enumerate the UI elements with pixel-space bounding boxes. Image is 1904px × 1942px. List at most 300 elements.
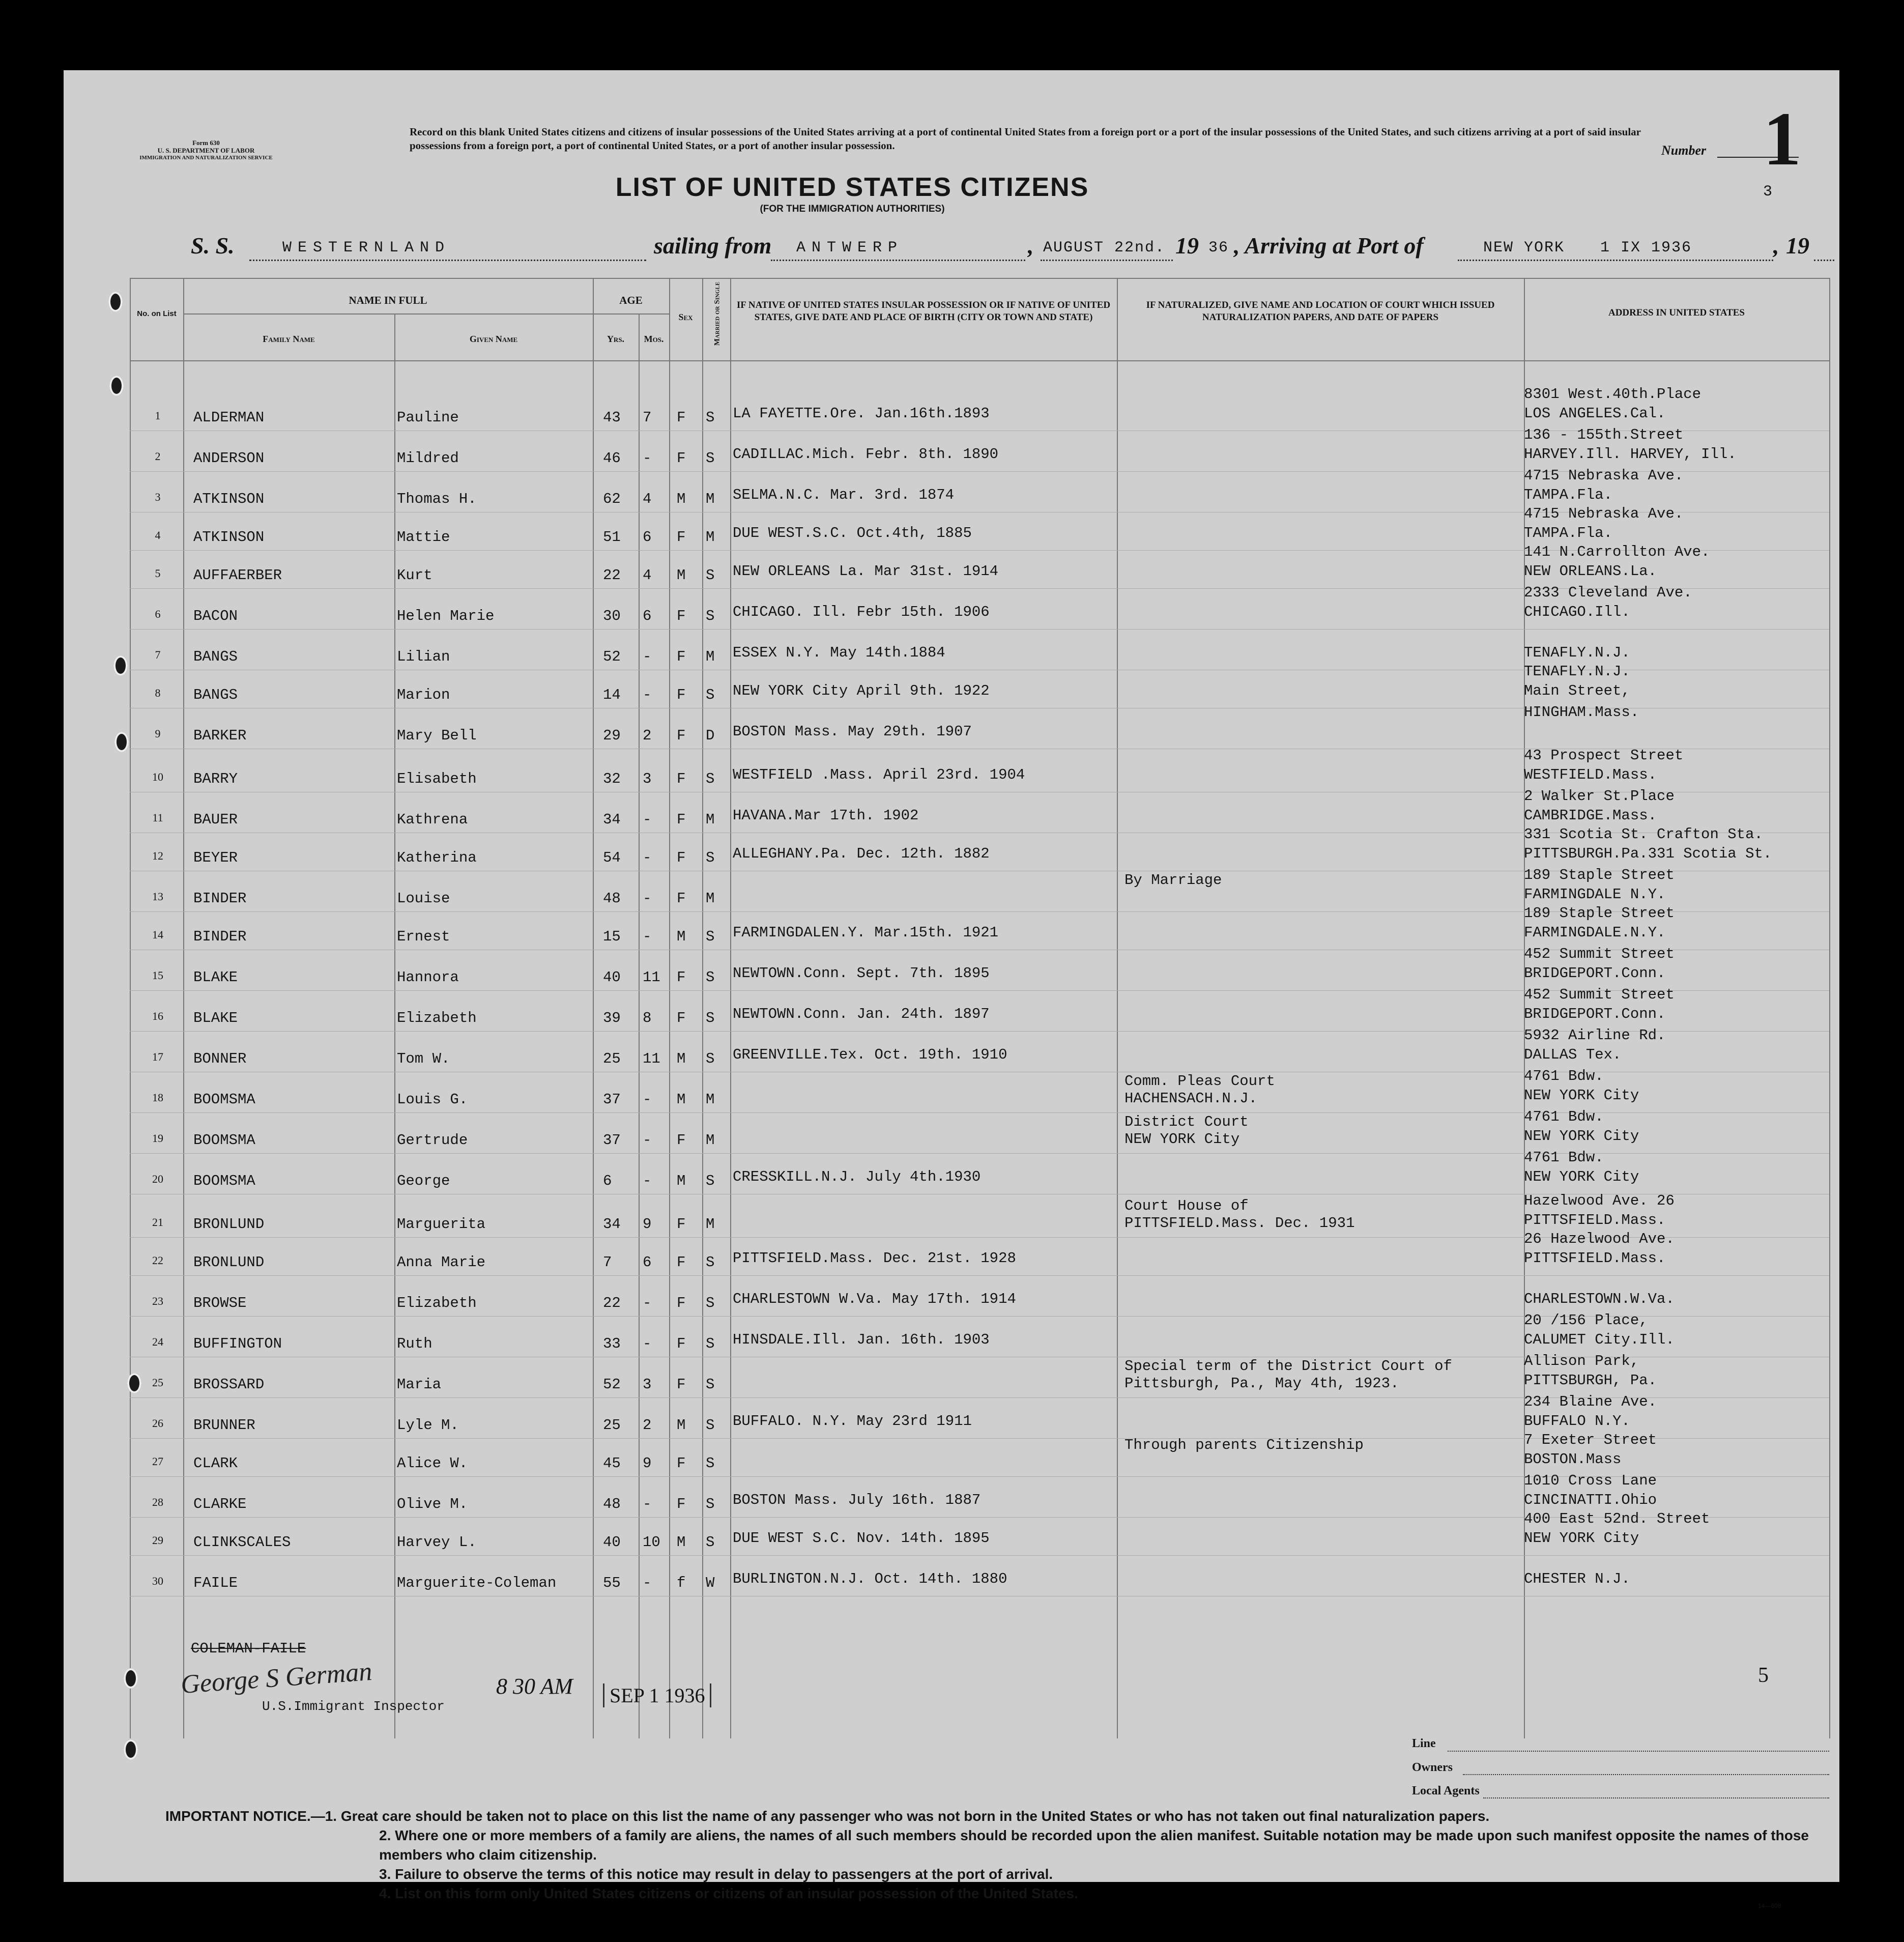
punch-hole — [114, 732, 129, 752]
row-sex: F — [677, 1376, 686, 1393]
row-given: Lilian — [397, 648, 450, 665]
struck-name: COLEMAN-FAILE — [191, 1640, 306, 1657]
row-mos: 4 — [643, 491, 652, 507]
departure-date: AUGUST 22nd. — [1043, 239, 1166, 256]
row-no: 27 — [152, 1455, 163, 1468]
row-addr2: PITTSFIELD.Mass. — [1524, 1212, 1666, 1229]
page-title: LIST OF UNITED STATES CITIZENS — [615, 173, 1089, 202]
row-addr2: TAMPA.Fla. — [1524, 525, 1613, 541]
notice-1: Great care should be taken not to place on this list the name of any passenger who was not born in the United States or who has not taken out final naturalization papers. — [340, 1808, 1490, 1824]
punch-hole — [108, 292, 123, 312]
row-addr1: 1010 Cross Lane — [1524, 1472, 1657, 1489]
row-sex: F — [677, 1335, 686, 1352]
arrival-port: NEW YORK — [1483, 239, 1565, 256]
col-naturalized: IF NATURALIZED, GIVE NAME AND LOCATION OF COURT WHICH ISSUED NATURALIZATION PAPERS, AND DATE OF PAPERS — [1146, 300, 1495, 323]
arriving-label: , Arriving at Port of — [1234, 233, 1424, 259]
row-yrs: 34 — [603, 1216, 621, 1233]
row-family: CLINKSCALES — [193, 1534, 291, 1551]
row-birth: WESTFIELD .Mass. April 23rd. 1904 — [733, 766, 1025, 783]
col-no: No. on List — [137, 309, 177, 318]
row-given: Kurt — [397, 567, 432, 584]
row-no: 29 — [152, 1534, 163, 1547]
row-given: Marguerite-Coleman — [397, 1575, 557, 1591]
row-addr2: NEW YORK City — [1524, 1128, 1639, 1145]
row-no: 21 — [152, 1216, 163, 1229]
row-sex: F — [677, 969, 686, 986]
year-label: 19 — [1175, 233, 1199, 259]
row-mos: 10 — [643, 1534, 660, 1551]
row-addr2: CHESTER N.J. — [1524, 1570, 1630, 1587]
col-age: AGE — [619, 294, 643, 306]
row-mos: 6 — [643, 529, 652, 546]
row-no: 2 — [155, 450, 161, 463]
row-ms: M — [706, 811, 715, 828]
row-addr1: Allison Park, — [1524, 1353, 1639, 1369]
row-addr1: 452 Summit Street — [1524, 986, 1675, 1003]
row-given: Ernest — [397, 928, 450, 945]
row-ms: S — [706, 1295, 715, 1311]
row-birth: CHARLESTOWN W.Va. May 17th. 1914 — [733, 1291, 1016, 1307]
row-mos: 6 — [643, 608, 652, 624]
row-rule — [130, 1555, 1829, 1556]
row-mos: 6 — [643, 1254, 652, 1271]
row-sex: F — [677, 1216, 686, 1233]
col-native: IF NATIVE OF UNITED STATES INSULAR POSSESSION OR IF NATIVE OF UNITED STATES, GIVE DATE AND PLACE OF BIRTH (CITY OR TOWN AND STATE) — [736, 300, 1111, 323]
row-birth: DUE WEST S.C. Nov. 14th. 1895 — [733, 1530, 990, 1547]
row-no: 26 — [152, 1417, 163, 1430]
row-no: 9 — [155, 727, 161, 740]
row-addr1: 189 Staple Street — [1524, 867, 1675, 883]
row-sex: F — [677, 1496, 686, 1512]
row-family: BARRY — [193, 770, 238, 787]
row-family: BROWSE — [193, 1295, 247, 1311]
row-birth: FARMINGDALEN.Y. Mar.15th. 1921 — [733, 924, 999, 941]
row-no: 14 — [152, 928, 163, 941]
row-ms: S — [706, 409, 715, 426]
page-mark: 3 — [1763, 183, 1773, 201]
row-addr2: HARVEY.Ill. HARVEY, Ill. — [1524, 446, 1737, 463]
row-mos: - — [643, 687, 652, 703]
count-mark: 5 — [1758, 1664, 1769, 1687]
row-nat: Special term of the District Court of — [1124, 1358, 1452, 1375]
row-nat2: Pittsburgh, Pa., May 4th, 1923. — [1124, 1375, 1399, 1392]
row-given: Lyle M. — [397, 1417, 459, 1434]
row-family: BARKER — [193, 727, 247, 744]
row-ms: S — [706, 1376, 715, 1393]
row-birth: HAVANA.Mar 17th. 1902 — [733, 807, 919, 824]
row-addr2: NEW ORLEANS.La. — [1524, 563, 1657, 580]
row-sex: F — [677, 890, 686, 907]
row-yrs: 30 — [603, 608, 621, 624]
time-note: 8 30 AM — [496, 1674, 573, 1699]
row-given: Thomas H. — [397, 491, 477, 507]
row-sex: F — [677, 409, 686, 426]
row-sex: F — [677, 648, 686, 665]
row-yrs: 48 — [603, 1496, 621, 1512]
row-addr1: 2333 Cleveland Ave. — [1524, 584, 1692, 601]
row-mos: 2 — [643, 727, 652, 744]
row-given: Elizabeth — [397, 1010, 477, 1026]
row-no: 4 — [155, 529, 161, 541]
row-ms: D — [706, 727, 715, 744]
row-given: Marguerita — [397, 1216, 486, 1233]
col-married: Married or Single — [713, 281, 722, 346]
row-birth: GREENVILLE.Tex. Oct. 19th. 1910 — [733, 1046, 1007, 1063]
row-addr2: WESTFIELD.Mass. — [1524, 766, 1657, 783]
row-addr1: 26 Hazelwood Ave. — [1524, 1231, 1675, 1247]
row-no: 13 — [152, 890, 163, 903]
row-addr1: 4715 Nebraska Ave. — [1524, 467, 1684, 484]
row-mos: 4 — [643, 567, 652, 584]
row-nat: By Marriage — [1124, 872, 1222, 889]
row-no: 20 — [152, 1173, 163, 1185]
row-mos: - — [643, 1091, 652, 1108]
row-nat2: HACHENSACH.N.J. — [1124, 1090, 1258, 1107]
row-family: BEYER — [193, 849, 238, 866]
row-ms: M — [706, 1091, 715, 1108]
row-mos: 3 — [643, 1376, 652, 1393]
row-birth: SELMA.N.C. Mar. 3rd. 1874 — [733, 487, 955, 503]
intro-text: Record on this blank United States citizens and citizens of insular possessions of the United States arriving at a port of continental United States from a foreign port or a port of the insular possessions of the United States, and such citizens arriving at a port of said insular possessions from a foreign port, a port of continental United States, or a port of another insular possession. — [410, 126, 1641, 152]
row-birth: ALLEGHANY.Pa. Dec. 12th. 1882 — [733, 845, 990, 862]
row-addr2: CHICAGO.Ill. — [1524, 604, 1630, 620]
row-no: 24 — [152, 1335, 163, 1348]
row-yrs: 37 — [603, 1091, 621, 1108]
row-addr1: 20 /156 Place, — [1524, 1312, 1648, 1329]
row-mos: - — [643, 450, 652, 467]
row-addr2: CAMBRIDGE.Mass. — [1524, 807, 1657, 824]
row-given: Maria — [397, 1376, 442, 1393]
row-ms: S — [706, 1050, 715, 1067]
row-family: BOOMSMA — [193, 1091, 255, 1108]
row-addr1: 400 East 52nd. Street — [1524, 1510, 1710, 1527]
row-addr2: PITTSBURGH, Pa. — [1524, 1372, 1657, 1389]
row-sex: F — [677, 1132, 686, 1149]
row-birth: NEW YORK City April 9th. 1922 — [733, 682, 990, 699]
row-sex: F — [677, 849, 686, 866]
line-label: Line — [1412, 1737, 1436, 1750]
ship-name: WESTERNLAND — [282, 239, 451, 256]
row-given: Olive M. — [397, 1496, 468, 1512]
row-family: BUFFINGTON — [193, 1335, 282, 1352]
row-yrs: 25 — [603, 1050, 621, 1067]
row-no: 1 — [155, 409, 161, 422]
row-addr1: HINGHAM.Mass. — [1524, 704, 1639, 721]
row-no: 6 — [155, 608, 161, 620]
row-no: 12 — [152, 849, 163, 862]
col-given-name: Given Name — [469, 334, 518, 344]
row-no: 16 — [152, 1010, 163, 1022]
row-ms: M — [706, 1132, 715, 1149]
row-mos: - — [643, 1496, 652, 1512]
row-addr2: FARMINGDALE.N.Y. — [1524, 924, 1666, 941]
col-sex: Sex — [678, 312, 693, 322]
important-notice — [165, 1807, 1844, 1826]
row-yrs: 29 — [603, 727, 621, 744]
row-given: Alice W. — [397, 1455, 468, 1472]
row-given: Elisabeth — [397, 770, 477, 787]
row-addr1: 189 Staple Street — [1524, 905, 1675, 922]
punch-hole — [124, 1668, 138, 1689]
row-family: BLAKE — [193, 969, 238, 986]
row-addr2: NEW YORK City — [1524, 1168, 1639, 1185]
row-addr1: 331 Scotia St. Crafton Sta. — [1524, 826, 1763, 843]
row-ms: M — [706, 648, 715, 665]
row-ms: W — [706, 1575, 715, 1591]
row-birth: LA FAYETTE.Ore. Jan.16th.1893 — [733, 405, 990, 422]
row-addr2: DALLAS Tex. — [1524, 1046, 1622, 1063]
row-nat: Court House of — [1124, 1197, 1249, 1214]
row-no: 17 — [152, 1050, 163, 1063]
row-addr1: 7 Exeter Street — [1524, 1432, 1657, 1448]
row-addr2: CHARLESTOWN.W.Va. — [1524, 1291, 1675, 1307]
row-ms: S — [706, 1010, 715, 1026]
row-ms: S — [706, 567, 715, 584]
row-given: Katherina — [397, 849, 477, 866]
row-nat: District Court — [1124, 1113, 1249, 1130]
row-addr2: BRIDGEPORT.Conn. — [1524, 965, 1666, 982]
row-ms: S — [706, 1455, 715, 1472]
row-sex: F — [677, 687, 686, 703]
notice-2: 2. Where one or more members of a family are aliens, the names of all such members should be recorded upon the alien manifest. Suitable notation may be made upon such manifest opposite the names of those members who claim citizenship. — [379, 1827, 1809, 1863]
row-birth: NEWTOWN.Conn. Jan. 24th. 1897 — [733, 1006, 990, 1022]
row-given: George — [397, 1173, 450, 1189]
row-addr2: NEW YORK City — [1524, 1087, 1639, 1104]
row-mos: - — [643, 648, 652, 665]
row-addr1: 43 Prospect Street — [1524, 747, 1684, 764]
year2-label: 19 — [1786, 233, 1809, 259]
row-family: ANDERSON — [193, 450, 265, 467]
row-no: 28 — [152, 1496, 163, 1508]
row-ms: S — [706, 450, 715, 467]
row-family: BOOMSMA — [193, 1132, 255, 1149]
row-birth: CRESSKILL.N.J. July 4th.1930 — [733, 1168, 981, 1185]
row-sex: f — [677, 1575, 686, 1591]
row-given: Pauline — [397, 409, 459, 426]
inspector-label: U.S.Immigrant Inspector — [262, 1699, 445, 1714]
row-ms: S — [706, 687, 715, 703]
row-yrs: 33 — [603, 1335, 621, 1352]
row-ms: S — [706, 969, 715, 986]
row-ms: M — [706, 529, 715, 546]
row-yrs: 37 — [603, 1132, 621, 1149]
row-birth: BOSTON Mass. July 16th. 1887 — [733, 1492, 981, 1508]
row-family: BOOMSMA — [193, 1173, 255, 1189]
ss-label: S. S. — [191, 233, 235, 259]
row-ms: S — [706, 928, 715, 945]
row-birth: NEWTOWN.Conn. Sept. 7th. 1895 — [733, 965, 990, 982]
row-given: Helen Marie — [397, 608, 495, 624]
row-yrs: 22 — [603, 1295, 621, 1311]
row-addr1: 2 Walker St.Place — [1524, 788, 1675, 805]
row-birth: CHICAGO. Ill. Febr 15th. 1906 — [733, 604, 990, 620]
owners-label: Owners — [1412, 1761, 1453, 1774]
col-name-in-full: NAME IN FULL — [349, 294, 427, 306]
row-ms: S — [706, 1254, 715, 1271]
row-no: 10 — [152, 770, 163, 783]
row-given: Marion — [397, 687, 450, 703]
row-birth: BOSTON Mass. May 29th. 1907 — [733, 723, 972, 740]
row-yrs: 54 — [603, 849, 621, 866]
row-given: Louise — [397, 890, 450, 907]
row-addr1: 4761 Bdw. — [1524, 1149, 1604, 1166]
date-stamp: SEP 1 1936 — [603, 1683, 711, 1707]
row-addr1: Hazelwood Ave. 26 — [1524, 1192, 1675, 1209]
row-rule — [130, 1275, 1829, 1276]
row-family: BINDER — [193, 890, 247, 907]
row-sex: M — [677, 1173, 686, 1189]
row-ms: M — [706, 491, 715, 507]
row-sex: M — [677, 1091, 686, 1108]
row-given: Elizabeth — [397, 1295, 477, 1311]
inspector-signature: George S German — [180, 1657, 373, 1700]
punch-hole — [124, 1739, 138, 1760]
row-yrs: 25 — [603, 1417, 621, 1434]
row-family: BRUNNER — [193, 1417, 255, 1434]
row-yrs: 46 — [603, 450, 621, 467]
row-ms: S — [706, 1335, 715, 1352]
col-family-name: Family Name — [263, 334, 315, 344]
row-addr2: BUFFALO N.Y. — [1524, 1413, 1630, 1430]
row-no: 11 — [152, 811, 163, 824]
row-given: Tom W. — [397, 1050, 450, 1067]
row-sex: M — [677, 1050, 686, 1067]
punch-hole — [113, 655, 128, 676]
row-yrs: 51 — [603, 529, 621, 546]
punch-hole — [109, 376, 124, 396]
row-yrs: 22 — [603, 567, 621, 584]
row-addr1: 4761 Bdw. — [1524, 1108, 1604, 1125]
row-nat: Through parents Citizenship — [1124, 1437, 1364, 1453]
row-no: 8 — [155, 687, 161, 699]
row-given: Ruth — [397, 1335, 432, 1352]
arrival-date: 1 IX 1936 — [1600, 239, 1692, 256]
row-birth: BURLINGTON.N.J. Oct. 14th. 1880 — [733, 1570, 1007, 1587]
row-family: BACON — [193, 608, 238, 624]
department: U. S. DEPARTMENT OF LABOR — [157, 147, 255, 154]
row-mos: 2 — [643, 1417, 652, 1434]
row-nat: Comm. Pleas Court — [1124, 1073, 1275, 1090]
row-family: BANGS — [193, 648, 238, 665]
row-sex: M — [677, 491, 686, 507]
form-number: Form 630 — [192, 139, 220, 147]
row-mos: - — [643, 1295, 652, 1311]
row-yrs: 7 — [603, 1254, 612, 1271]
row-addr2: PITTSFIELD.Mass. — [1524, 1250, 1666, 1267]
row-addr2: TENAFLY.N.J. — [1524, 644, 1630, 661]
row-addr2: CALUMET City.Ill. — [1524, 1331, 1675, 1348]
agents-label: Local Agents — [1412, 1784, 1480, 1797]
row-ms: M — [706, 1216, 715, 1233]
row-mos: - — [643, 849, 652, 866]
row-rule — [130, 629, 1829, 630]
row-yrs: 48 — [603, 890, 621, 907]
row-family: ALDERMAN — [193, 409, 265, 426]
row-yrs: 15 — [603, 928, 621, 945]
row-addr2: BRIDGEPORT.Conn. — [1524, 1006, 1666, 1022]
row-sex: F — [677, 608, 686, 624]
row-sex: M — [677, 1534, 686, 1551]
row-no: 22 — [152, 1254, 163, 1267]
row-mos: 11 — [643, 1050, 660, 1067]
row-mos: 9 — [643, 1455, 652, 1472]
row-sex: F — [677, 529, 686, 546]
row-given: Kathrena — [397, 811, 468, 828]
row-sex: F — [677, 1455, 686, 1472]
manifest-sheet: Form 630 U. S. DEPARTMENT OF LABOR IMMIGRATION AND NATURALIZATION SERVICE Record on this blank United States citizens and citizens of insular possessions of the United States arriving at a port of continental United States from a foreign port or a port of the insular possessions of the United States, and such citizens arriving at a port of said insular possessions from a foreign port, a port of continental United States, or a port of another insular possession. LIST OF UNITED STATES CITIZENS (FOR THE IMMIGRATION AUTHORITIES) Number 1 3 S. S. WESTERNLAND sailing from ANTWERP , AUGUST 22nd. 19 36 , Arriving at Port of NEW YORK 1 IX 1936 , 19 No. on List NAME IN FULL Family Name Given Name AGE Yrs. Mos. Sex Married or Single IF NATIVE OF UNITED STATES INSULAR POSSESSION OR IF NATIVE OF UNITED STATES, GIVE DATE AND PLACE OF BIRTH (CITY OR TOWN AND STATE) IF NATURALIZED, GIVE NAME AND LOCATION OF COURT WHICH ISSUED NATURALIZATION PAPERS, AND DATE OF PAPERS ADDRESS IN UNITED STATES 1 ALDERMAN Pauline 43 7 F S LA FAYETTE.Ore. Jan.16th.1893 8301 West.40th.Place LOS ANGELES.Cal. 2 ANDERSON Mildred 46 - F S CADILLAC.Mich. Febr. 8th. 1890 136 - 155th.Street HARVEY.Ill. HARVEY, Ill. 3 ATKINSON Thomas H. 62 4 M M SELMA.N.C. Mar. 3rd. 1874 4715 Nebraska Ave. TAMPA.Fla. 4 ATKINSON Mattie 51 6 F M DUE WEST.S.C. Oct.4th, 1885 4715 Nebraska Ave. TAMPA.Fla. 5 AUFFAERBER Kurt 22 4 M S NEW ORLEANS La. Mar 31st. 1914 141 N.Carrollton Ave. NEW ORLEANS.La. 6 BACON Helen Marie 30 6 F S CHICAGO. Ill. Febr 15th. 1906 2333 Cleveland Ave. CHICAGO.Ill. 7 BANGS Lilian 52 - F M ESSEX N.Y. May 14th.1884 TENAFLY.N.J. 8 BANGS Marion 14 - F S NEW YORK City April 9th. 1922 TENAFLY.N.J. Main Street, 9 BARKER Mary Bell 29 2 F D BOSTON Mass. May 29th. 1907 HINGHAM.Mass. 10 BARRY Elisabeth 32 3 F S WESTFIELD .Mass. April 23rd. 1904 43 Prospect Street WESTFIELD.Mass. 11 BAUER Kathrena 34 - F M HAVANA.Mar 17th. 1902 2 Walker St.Place CAMBRIDGE.Mass. 12 BEYER Katherina 54 - F S ALLEGHANY.Pa. Dec. 12th. 1882 331 Scotia St. Crafton Sta. PITTSBURGH.Pa.331 Scotia St. 13 BINDER Louise 48 - F M By Marriage 189 Staple Street FARMINGDALE N.Y. 14 BINDER Ernest 15 - M S FARMINGDALEN.Y. Mar.15th. 1921 189 Staple Street FARMINGDALE.N.Y. 15 BLAKE Hannora 40 11 F S NEWTOWN.Conn. Sept. 7th. 1895 452 Summit Street BRIDGEPORT.Conn. 16 BLAKE Elizabeth 39 8 F S NEWTOWN.Conn. Jan. 24th. 1897 452 Summit Street BRIDGEPORT.Conn. 17 BONNER Tom W. 25 11 M S GREENVILLE.Tex. Oct. 19th. 1910 5932 Airline Rd. DALLAS Tex. 18 BOOMSMA Louis G. 37 - M M Comm. Pleas Court HACHENSACH.N.J. 4761 Bdw. NEW YORK City 19 BOOMSMA Gertrude 37 - F M District Court NEW YORK City 4761 Bdw. NEW YORK City 20 BOOMSMA George 6 - M S CRESSKILL.N.J. July 4th.1930 4761 Bdw. NEW YORK City 21 BRONLUND Marguerita 34 9 F M Court House of PITTSFIELD.Mass. Dec. 1931 Hazelwood Ave. 26 PITTSFIELD.Mass. 22 BRONLUND Anna Marie 7 6 F S PITTSFIELD.Mass. Dec. 21st. 1928 26 Hazelwood Ave. PITTSFIELD.Mass. 23 BROWSE Elizabeth 22 - F S CHARLESTOWN W.Va. May 17th. 1914 CHARLESTOWN.W.Va. 24 BUFFINGTON Ruth 33 - F S HINSDALE.Ill. Jan. 16th. 1903 20 /156 Place, CALUMET City.Ill. 25 BROSSARD Maria 52 3 F S Special term of the District Court of Pittsburgh, Pa., May 4th, 1923. Allison Park, PITTSBURGH, Pa. 26 BRUNNER Lyle M. 25 2 M S BUFFALO. N.Y. May 23rd 1911 234 Blaine Ave. BUFFALO N.Y. 27 CLARK Alice W. 45 9 F S Through parents Citizenship 7 Exeter Street BOSTON.Mass 28 CLARKE Olive M. 48 - F S BOSTON Mass. July 16th. 1887 1010 Cross Lane CINCINATTI.Ohio 29 CLINKSCALES Harvey L. 40 10 M S DUE WEST S.C. Nov. 14th. 1895 400 East 52nd. Street NEW YORK City 30 FAILE Marguerite-Coleman 55 - f W BURLINGTON.N.J. Oct. 14th. 1880 CHESTER N.J. COLEMAN-FAILE George S German U.S.Immigrant Inspector 8 30 AM SEP 1 1936 5 Line Owners Local Agents IMPORTANT NOTICE.—1. Great care should be taken not to place on this list the name of any passenger who was not born in the United States or who has not taken out final naturalization papers. 2. Where one or more members of a family are aliens, the names of all such members should be recorded upon the alien manifest. Suitable notation may be made upon such manifest opposite the names of those members who claim citizenship. 3. Failure to observe the terms of this notice may result in delay to passengers at the port of arrival. 4. List on this form only United States citizens or citizens of an insular possession of the United States. 14—608 — [64, 70, 1839, 1882]
row-sex: F — [677, 727, 686, 744]
row-no: 30 — [152, 1575, 163, 1587]
form-code: 14—608 — [1758, 1902, 1781, 1909]
row-birth: PITTSFIELD.Mass. Dec. 21st. 1928 — [733, 1250, 1016, 1267]
row-yrs: 52 — [603, 648, 621, 665]
row-family: AUFFAERBER — [193, 567, 282, 584]
departure-port: ANTWERP — [796, 239, 904, 256]
row-sex: F — [677, 770, 686, 787]
row-addr1: 8301 West.40th.Place — [1524, 386, 1701, 403]
row-sex: F — [677, 811, 686, 828]
row-no: 3 — [155, 491, 161, 503]
row-addr2: LOS ANGELES.Cal. — [1524, 405, 1666, 422]
row-family: FAILE — [193, 1575, 238, 1591]
row-addr2: TAMPA.Fla. — [1524, 487, 1613, 503]
col-address: ADDRESS IN UNITED STATES — [1608, 307, 1745, 318]
row-ms: S — [706, 1173, 715, 1189]
row-no: 18 — [152, 1091, 163, 1104]
row-addr2: CINCINATTI.Ohio — [1524, 1492, 1657, 1508]
row-addr1: 4715 Nebraska Ave. — [1524, 505, 1684, 522]
row-mos: - — [643, 1575, 652, 1591]
row-birth: DUE WEST.S.C. Oct.4th, 1885 — [733, 525, 972, 541]
row-mos: - — [643, 1173, 652, 1189]
row-family: BROSSARD — [193, 1376, 265, 1393]
row-no: 15 — [152, 969, 163, 982]
row-ms: S — [706, 1417, 715, 1434]
row-given: Gertrude — [397, 1132, 468, 1149]
row-ms: S — [706, 770, 715, 787]
col-yrs: Yrs. — [607, 334, 625, 344]
row-addr2: BOSTON.Mass — [1524, 1451, 1622, 1468]
row-yrs: 55 — [603, 1575, 621, 1591]
page-subtitle: (FOR THE IMMIGRATION AUTHORITIES) — [760, 204, 945, 214]
row-sex: F — [677, 1254, 686, 1271]
row-sex: M — [677, 1417, 686, 1434]
row-addr2: PITTSBURGH.Pa.331 Scotia St. — [1524, 845, 1772, 862]
row-family: BLAKE — [193, 1010, 238, 1026]
row-given: Mary Bell — [397, 727, 477, 744]
row-addr1: 5932 Airline Rd. — [1524, 1027, 1666, 1044]
row-yrs: 6 — [603, 1173, 612, 1189]
row-family: ATKINSON — [193, 529, 265, 546]
notice-4: 4. List on this form only United States citizens or citizens of an insular possession of the United States. — [379, 1886, 1078, 1901]
row-sex: M — [677, 567, 686, 584]
row-yrs: 32 — [603, 770, 621, 787]
row-addr1: 141 N.Carrollton Ave. — [1524, 544, 1710, 560]
row-no: 19 — [152, 1132, 163, 1145]
row-mos: - — [643, 1335, 652, 1352]
row-addr1: 234 Blaine Ave. — [1524, 1393, 1657, 1410]
row-given: Harvey L. — [397, 1534, 477, 1551]
row-family: ATKINSON — [193, 491, 265, 507]
row-given: Hannora — [397, 969, 459, 986]
row-mos: 9 — [643, 1216, 652, 1233]
row-no: 5 — [155, 567, 161, 580]
notice-3: 3. Failure to observe the terms of this notice may result in delay to passengers at the port of arrival. — [379, 1866, 1053, 1882]
row-yrs: 39 — [603, 1010, 621, 1026]
row-mos: - — [643, 928, 652, 945]
row-ms: S — [706, 849, 715, 866]
row-sex: F — [677, 1010, 686, 1026]
